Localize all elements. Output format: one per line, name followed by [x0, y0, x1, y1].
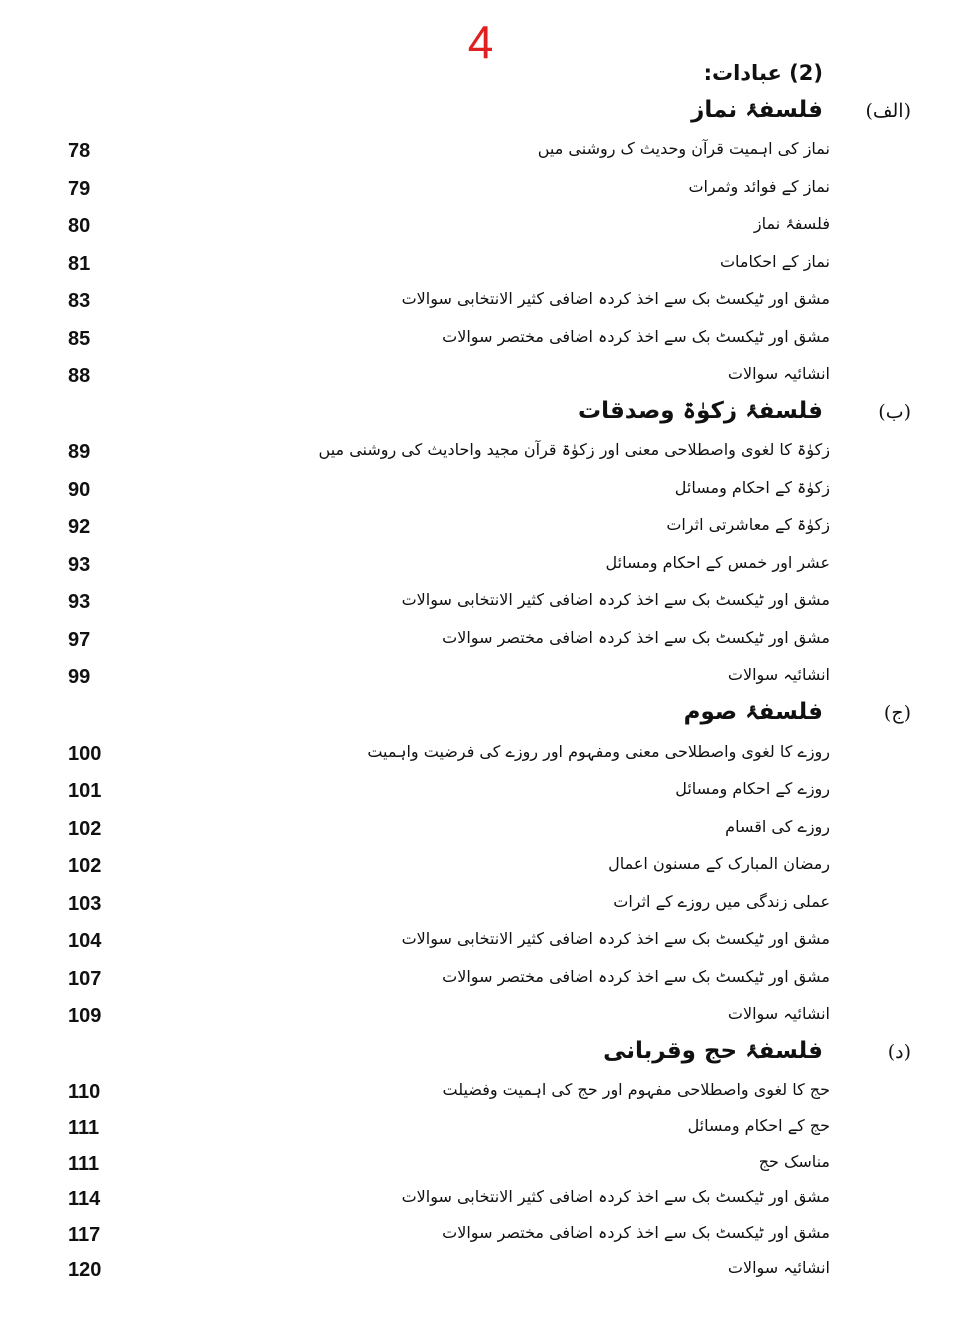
chapter-heading: (2) عبادات:: [703, 61, 823, 85]
toc-entry[interactable]: [60, 1216, 830, 1250]
section-header-namaz: [41, 94, 921, 128]
section-letter: (د): [887, 1041, 911, 1063]
toc-entry[interactable]: [60, 170, 830, 204]
toc-entry[interactable]: [60, 1251, 830, 1285]
toc-entry[interactable]: [60, 546, 830, 580]
toc-entry-title: مناسک حج: [758, 1152, 830, 1171]
toc-entry-page: 120: [68, 1259, 102, 1281]
toc-entry-page: 102: [68, 855, 102, 877]
toc-entry[interactable]: [60, 508, 830, 542]
toc-entry-page: 93: [68, 554, 91, 576]
toc-entry-title: نماز کی اہمیت قرآن وحدیث ک روشنی میں: [537, 139, 830, 158]
toc-entry-title: مشق اور ٹیکسٹ بک سے اخذ کردہ اضافی کثیر الانتخابی سوالات: [401, 289, 830, 308]
toc-entry-page: 110: [68, 1081, 101, 1103]
section-letter: (الف): [865, 100, 911, 122]
toc-entry-page: 99: [68, 666, 91, 688]
toc-entry-page: 102: [68, 818, 102, 840]
toc-entry-title: زکوٰۃ کے احکام ومسائل: [674, 478, 830, 497]
section-header-hajj: [41, 1035, 921, 1069]
toc-entry[interactable]: [60, 583, 830, 617]
toc-entry-title: انشائیہ سوالات: [727, 1004, 830, 1023]
toc-entry-title: انشائیہ سوالات: [727, 1258, 830, 1277]
toc-entry[interactable]: [60, 245, 830, 279]
page-number: 4: [467, 16, 494, 68]
toc-entry-page: 114: [68, 1188, 101, 1210]
section-letter: (ب): [878, 401, 911, 423]
section-title: فلسفۂ حج وقربانی: [603, 1038, 823, 1064]
toc-entry-page: 79: [68, 178, 91, 200]
toc-entry[interactable]: [60, 357, 830, 391]
toc-entry-title: حج کا لغوی واصطلاحی مفہوم اور حج کی اہمیت وفضیلت: [442, 1080, 830, 1099]
toc-entry[interactable]: [60, 772, 830, 806]
toc-entry[interactable]: [60, 433, 830, 467]
toc-entry-page: 83: [68, 290, 91, 312]
toc-entry[interactable]: [60, 1109, 830, 1143]
toc-entry[interactable]: [60, 1180, 830, 1214]
toc-entry-page: 100: [68, 743, 102, 765]
toc-entry-page: 93: [68, 591, 91, 613]
toc-entry-title: نماز کے فوائد وثمرات: [688, 177, 830, 196]
toc-entry-title: روزے کے احکام ومسائل: [675, 779, 830, 798]
toc-entry-page: 107: [68, 968, 102, 990]
toc-entry-title: حج کے احکام ومسائل: [687, 1116, 830, 1135]
toc-entry-page: 78: [68, 140, 91, 162]
toc-entry-page: 104: [68, 930, 102, 952]
toc-entry-page: 90: [68, 479, 91, 501]
toc-entry-page: 89: [68, 441, 91, 463]
toc-entry[interactable]: [60, 960, 830, 994]
toc-entry[interactable]: [60, 207, 830, 241]
toc-entry-page: 92: [68, 516, 91, 538]
toc-entry[interactable]: [60, 1145, 830, 1179]
toc-entry-title: مشق اور ٹیکسٹ بک سے اخذ کردہ اضافی کثیر الانتخابی سوالات: [401, 929, 830, 948]
toc-entry-page: 88: [68, 365, 91, 387]
toc-entry-title: زکوٰۃ کے معاشرتی اثرات: [666, 515, 830, 534]
section-title: فلسفۂ زکوٰۃ وصدقات: [577, 398, 823, 424]
toc-entry[interactable]: [60, 922, 830, 956]
toc-entry-title: انشائیہ سوالات: [727, 364, 830, 383]
toc-entry-title: مشق اور ٹیکسٹ بک سے اخذ کردہ اضافی کثیر الانتخابی سوالات: [401, 590, 830, 609]
section-letter: (ج): [883, 702, 911, 724]
toc-entry[interactable]: [60, 471, 830, 505]
toc-entry-title: مشق اور ٹیکسٹ بک سے اخذ کردہ اضافی مختصر سوالات: [442, 967, 830, 986]
toc-entry[interactable]: [60, 885, 830, 919]
toc-entry-title: رمضان المبارک کے مسنون اعمال: [608, 854, 830, 873]
toc-entry[interactable]: [60, 621, 830, 655]
toc-entry-title: نماز کے احکامات: [719, 252, 830, 271]
toc-entry-page: 97: [68, 629, 91, 651]
toc-entry[interactable]: [60, 282, 830, 316]
toc-entry-title: مشق اور ٹیکسٹ بک سے اخذ کردہ اضافی مختصر سوالات: [442, 1223, 830, 1242]
toc-entry-title: روزے کی اقسام: [725, 817, 830, 836]
toc-entry-title: عملی زندگی میں روزے کے اثرات: [613, 892, 830, 911]
section-header-zakat: [41, 395, 921, 429]
toc-entry[interactable]: [60, 320, 830, 354]
toc-entry-page: 101: [68, 780, 102, 802]
toc-entry-title: مشق اور ٹیکسٹ بک سے اخذ کردہ اضافی مختصر سوالات: [442, 628, 830, 647]
toc-entry-title: عشر اور خمس کے احکام ومسائل: [605, 553, 830, 572]
toc-entry[interactable]: [60, 847, 830, 881]
toc-entry[interactable]: [60, 810, 830, 844]
toc-entry[interactable]: [60, 735, 830, 769]
toc-entry[interactable]: [60, 1073, 830, 1107]
toc-entry-title: روزے کا لغوی واصطلاحی معنی ومفہوم اور روزے کی فرضیت واہمیت: [367, 742, 830, 761]
toc-entry-title: زکوٰۃ کا لغوی واصطلاحی معنی اور زکوٰۃ قرآن مجید واحادیث کی روشنی میں: [318, 440, 830, 459]
toc-entry[interactable]: [60, 132, 830, 166]
toc-entry-title: فلسفۂ نماز: [753, 214, 830, 233]
section-title: فلسفۂ صوم: [683, 699, 823, 725]
toc-entry-page: 80: [68, 215, 91, 237]
toc-entry-title: انشائیہ سوالات: [727, 665, 830, 684]
toc-entry-page: 109: [68, 1005, 102, 1027]
toc-entry-page: 103: [68, 893, 102, 915]
toc-entry-page: 111: [68, 1117, 100, 1139]
toc-entry[interactable]: [60, 997, 830, 1031]
toc-entry-page: 85: [68, 328, 91, 350]
section-header-saum: [41, 696, 921, 730]
toc-entry-page: 81: [68, 253, 91, 275]
toc-entry-title: مشق اور ٹیکسٹ بک سے اخذ کردہ اضافی کثیر الانتخابی سوالات: [401, 1187, 830, 1206]
toc-entry-page: 111: [68, 1153, 100, 1175]
toc-entry[interactable]: [60, 658, 830, 692]
section-title: فلسفۂ نماز: [691, 97, 823, 123]
toc-entry-title: مشق اور ٹیکسٹ بک سے اخذ کردہ اضافی مختصر سوالات: [442, 327, 830, 346]
toc-entry-page: 117: [68, 1224, 101, 1246]
